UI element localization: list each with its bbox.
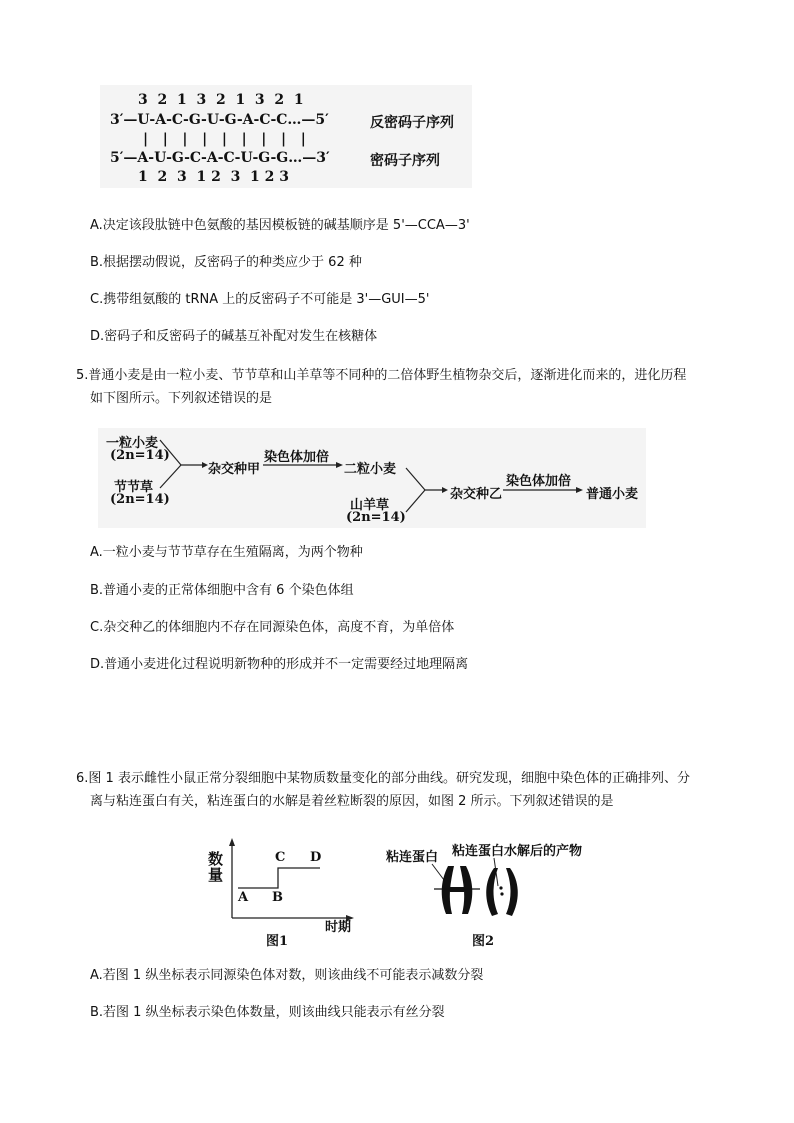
pairing-lines: | | | | | | | | | (143, 131, 306, 147)
arrow1-label: 染色体加倍 (264, 450, 330, 465)
q4-option-a: A.决定该段肽链中色氨酸的基因模板链的碱基顺序是 5'—CCA—3' (90, 218, 470, 233)
codon-position-numbers: 1 2 3 1 2 3 1 2 3 (138, 169, 290, 185)
point-a: A (238, 890, 249, 905)
codon-sequence: 5′—A-U-G-C-A-C-U-G-G…—3′ (110, 150, 330, 166)
node-jiejiecao: 节节草 (114, 480, 154, 495)
wheat-evolution-figure (98, 428, 646, 528)
q6-option-b: B.若图 1 纵坐标表示染色体数量，则该曲线只能表示有丝分裂 (90, 1005, 445, 1020)
anticodon-position-numbers: 3 2 1 3 2 1 3 2 1 (138, 92, 304, 108)
node-hybrid-jia: 杂交种甲 (208, 462, 261, 477)
q5-option-b: B.普通小麦的正常体细胞中含有 6 个染色体组 (90, 583, 354, 598)
q5-stem-line1: 5.普通小麦是由一粒小麦、节节草和山羊草等不同种的二倍体野生植物杂交后，逐渐进化而来的，进化历程 (76, 368, 687, 383)
node-common-wheat: 普通小麦 (586, 487, 639, 502)
codon-figure (100, 85, 472, 188)
node-yili-wheat-chromosomes: (2n=14) (110, 448, 170, 463)
q4-option-b: B.根据摆动假说，反密码子的种类应少于 62 种 (90, 255, 362, 270)
figure-1-graph (200, 838, 365, 948)
point-c: C (275, 850, 286, 865)
q6-stem-line1: 6.图 1 表示雌性小鼠正常分裂细胞中某物质数量变化的部分曲线。研究发现，细胞中染色体的正确排列、分 (76, 771, 690, 786)
node-yili-wheat: 一粒小麦 (106, 436, 159, 451)
cohesin-product-label: 粘连蛋白水解后的产物 (452, 844, 583, 859)
node-shanyangcao-chromosomes: (2n=14) (346, 510, 406, 525)
anticodon-label: 反密码子序列 (370, 115, 454, 131)
node-jiejiecao-chromosomes: (2n=14) (110, 492, 170, 507)
q5-stem-line2: 如下图所示。下列叙述错误的是 (90, 391, 273, 406)
figure-2-chromosomes (382, 838, 612, 948)
q6-option-a: A.若图 1 纵坐标表示同源染色体对数，则该曲线不可能表示减数分裂 (90, 968, 484, 983)
y-axis-label-char2: 量 (208, 866, 224, 884)
q6-stem-line2: 离与粘连蛋白有关，粘连蛋白的水解是着丝粒断裂的原因，如图 2 所示。下列叙述错误的是 (90, 794, 614, 809)
arrow2-label: 染色体加倍 (506, 474, 572, 489)
cohesin-label: 粘连蛋白 (386, 850, 439, 865)
figure-2-caption: 图2 (472, 934, 495, 949)
node-shanyangcao: 山羊草 (350, 498, 390, 513)
node-erli-wheat: 二粒小麦 (344, 462, 397, 477)
codon-label: 密码子序列 (370, 153, 440, 169)
q5-option-a: A.一粒小麦与节节草存在生殖隔离，为两个物种 (90, 545, 363, 560)
figure-1-caption: 图1 (266, 934, 289, 949)
y-axis-label-char1: 数 (208, 850, 224, 868)
q4-option-d: D.密码子和反密码子的碱基互补配对发生在核糖体 (90, 329, 378, 344)
q5-option-c: C.杂交种乙的体细胞内不存在同源染色体，高度不育，为单倍体 (90, 620, 455, 635)
point-b: B (272, 890, 283, 905)
x-axis-label: 时期 (325, 920, 352, 935)
node-hybrid-yi: 杂交种乙 (450, 487, 503, 502)
q4-option-c: C.携带组氨酸的 tRNA 上的反密码子不可能是 3'—GUI—5' (90, 292, 430, 307)
anticodon-sequence: 3′—U-A-C-G-U-G-A-C-C…—5′ (110, 112, 329, 128)
q5-option-d: D.普通小麦进化过程说明新物种的形成并不一定需要经过地理隔离 (90, 657, 469, 672)
chromosome-drawings (382, 838, 612, 948)
point-d: D (310, 850, 322, 865)
